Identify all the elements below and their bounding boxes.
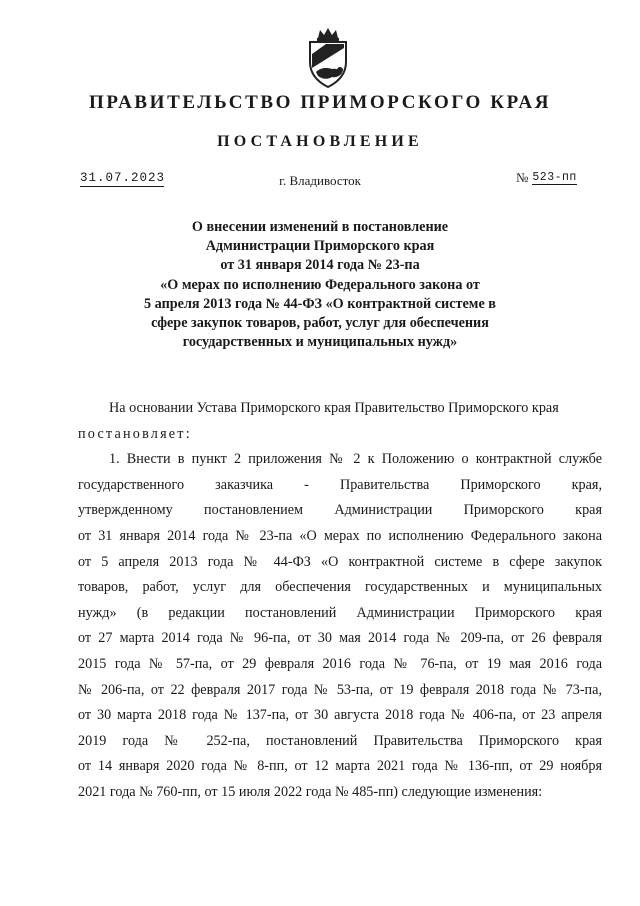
document-subject bbox=[110, 218, 530, 352]
number-sign: № bbox=[516, 170, 529, 185]
paragraph-line: 2019 года № 252-па, постановлений Правительства Приморского края bbox=[78, 732, 602, 749]
paragraph-line: от 5 апреля 2013 года № 44-ФЗ «О контрактной системе в сфере закупок bbox=[78, 553, 602, 570]
government-title: ПРАВИТЕЛЬСТВО ПРИМОРСКОГО КРАЯ bbox=[88, 92, 552, 113]
subject-line: государственных и муниципальных нужд» bbox=[182, 334, 458, 351]
paragraph-line: от 31 января 2014 года № 23-па «О мерах по исполнению Федерального закона bbox=[78, 527, 602, 544]
subject-line: Администрации Приморского края bbox=[205, 238, 435, 255]
paragraph-line: от 27 марта 2014 года № 96-па, от 30 мая 2014 года № 209-па, от 26 февраля bbox=[78, 630, 602, 647]
document-city: г. Владивосток bbox=[279, 173, 361, 188]
paragraph-line: товаров, работ, услуг для обеспечения государственных и муниципальных bbox=[78, 579, 602, 596]
paragraph-line: № 206-па, от 22 февраля 2017 года № 53-па, от 19 февраля 2018 года № 73-па, bbox=[78, 681, 602, 698]
document-type: ПОСТАНОВЛЕНИЕ bbox=[217, 133, 423, 150]
subject-line: от 31 января 2014 года № 23-па bbox=[220, 257, 420, 274]
paragraph-line: 2015 года № 57-па, от 29 февраля 2016 года № 76-па, от 19 мая 2016 года bbox=[78, 655, 602, 672]
document-body bbox=[78, 396, 602, 806]
document-number bbox=[516, 170, 577, 186]
subject-line: О внесении изменений в постановление bbox=[191, 219, 449, 235]
paragraph-line: от 14 января 2020 года № 8-пп, от 12 марта 2021 года № 136-пп, от 29 ноября bbox=[78, 758, 602, 775]
subject-line: сфере закупок товаров, работ, услуг для обеспечения bbox=[151, 315, 489, 332]
paragraph-line: 1. Внести в пункт 2 приложения № 2 к Положению о контрактной службе bbox=[109, 451, 602, 468]
intro-paragraph: На основании Устава Приморского края Правительство Приморского края bbox=[109, 400, 559, 416]
subject-line: 5 апреля 2013 года № 44-ФЗ «О контрактной системе в bbox=[144, 295, 496, 312]
item-1-paragraph bbox=[78, 447, 602, 805]
subject-line: «О мерах по исполнению Федерального закона от bbox=[160, 276, 480, 293]
paragraph-line: нужд» (в редакции постановлений Администрации Приморского края bbox=[78, 604, 602, 621]
document-date: 31.07.2023 bbox=[80, 171, 166, 185]
paragraph-line: утвержденному постановлением Администрации Приморского края bbox=[78, 502, 602, 519]
paragraph-line: государственного заказчика - Правительства Приморского края, bbox=[78, 476, 602, 493]
paragraph-line: 2021 года № 760-пп, от 15 июля 2022 года № 485-пп) следующие изменения: bbox=[78, 783, 543, 800]
paragraph-line: от 30 марта 2018 года № 137-па, от 30 августа 2018 года № 406-па, от 23 апреля bbox=[78, 707, 602, 724]
decree-word: постановляет: bbox=[78, 425, 192, 442]
number-value: 523-пп bbox=[532, 171, 577, 184]
coat-of-arms-icon bbox=[296, 26, 360, 90]
